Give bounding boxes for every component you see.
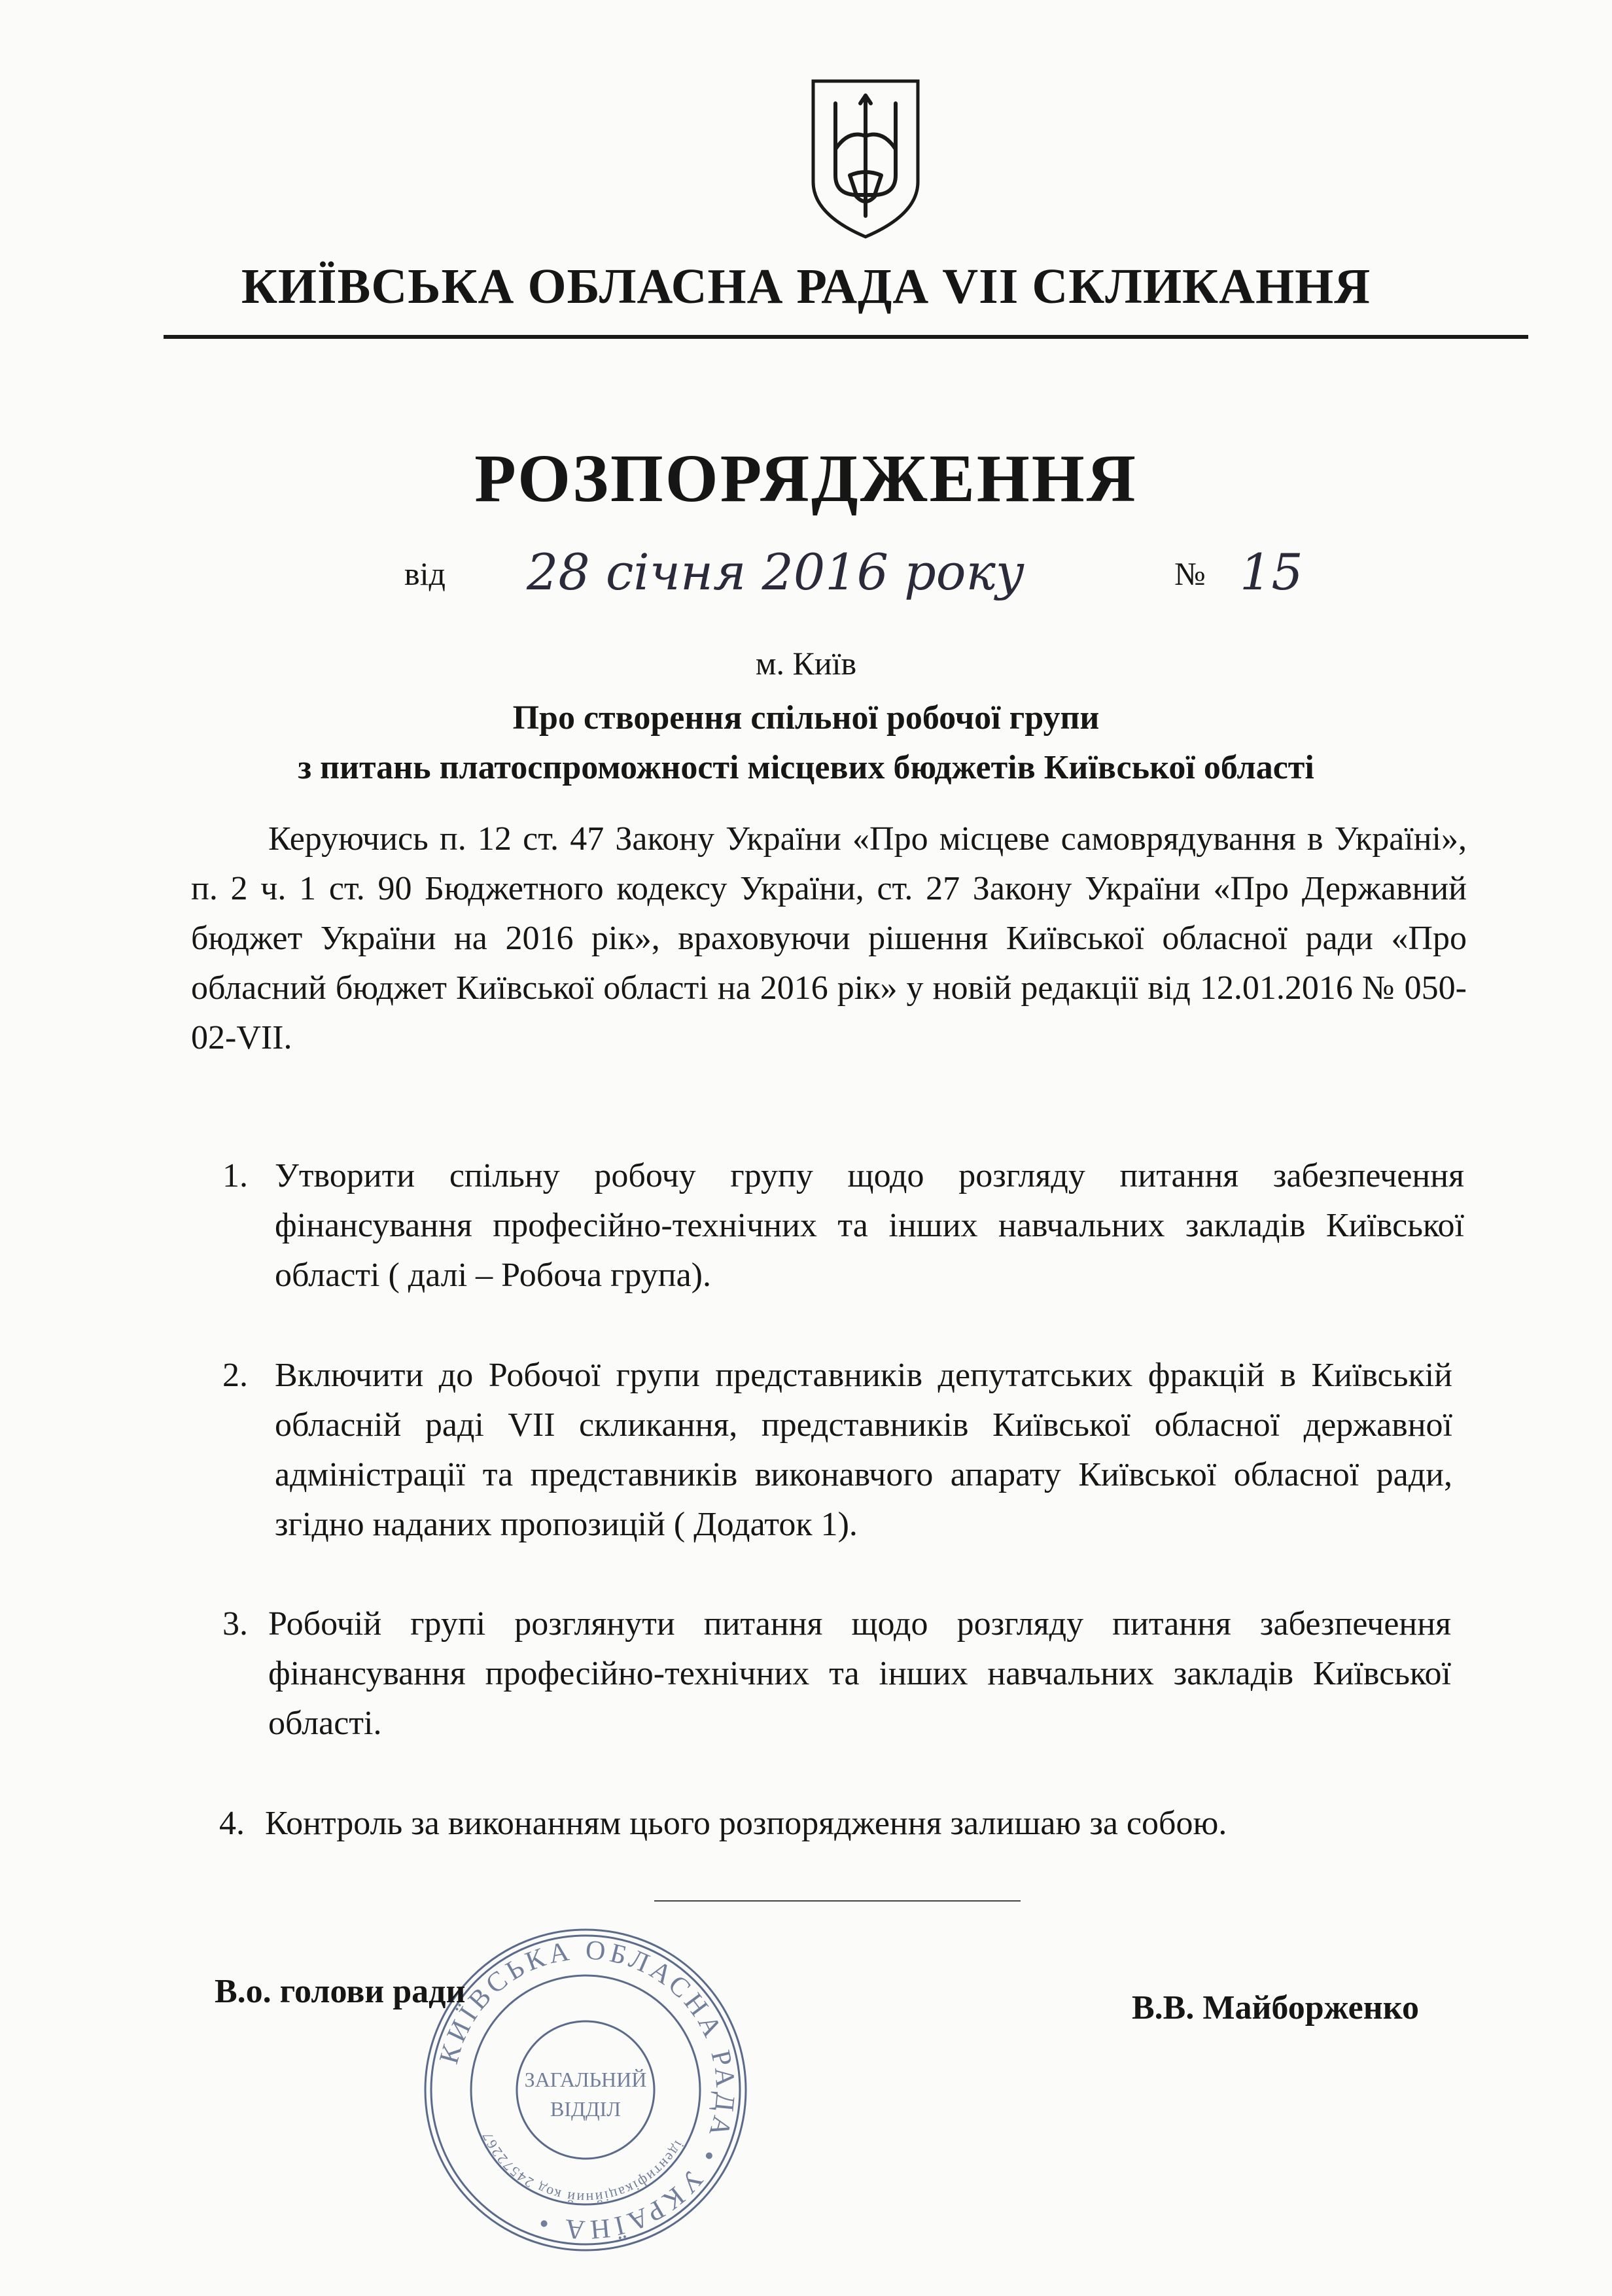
list-item (219, 1799, 1451, 1849)
stamp-center-line-2: ВІДДІЛ (550, 2097, 622, 2121)
item-number: 4. (219, 1805, 245, 1842)
subject-line-1: Про створення спільної робочої групи (512, 699, 1100, 737)
signatory-title: В.о. голови ради (215, 1973, 466, 2010)
signatory-name: В.В. Майборженко (1132, 1989, 1419, 2026)
item-text: Робочій групі розглянути питання щодо розгляду питання забезпечення фінансування професійно-технічних та інших навчальних закладів Київської області. (268, 1605, 1451, 1742)
list-item (222, 1351, 1452, 1550)
item-text: Утворити спільну робочу групу щодо розгляду питання забезпечення фінансування професійно-технічних та інших навчальних закладів Київської області ( далі – Робоча група). (275, 1157, 1464, 1294)
list-item (222, 1151, 1464, 1300)
council-title: КИЇВСЬКА ОБЛАСНА РАДА VII СКЛИКАННЯ (241, 259, 1371, 314)
item-number: 2. (222, 1357, 248, 1394)
item-text: Включити до Робочої групи представників депутатських фракцій в Київській обласній раді VII скликання, представників Київської обласної державної адміністрації та представників виконавчого апарату Київської обласної ради, згідно наданих пропозицій ( Додаток 1). (275, 1357, 1452, 1543)
preamble-paragraph: Керуючись п. 12 ст. 47 Закону України «Про місцеве самоврядування в Україні», п. 2 ч. 1 ст. 90 Бюджетного кодексу України, ст. 27 Закону України «Про Державний бюджет України на 2016 рік», враховуючи рішення Київської обласної ради «Про обласний бюджет Київської області на 2016 рік» у новій редакції від 12.01.2016 № 050-02-VII. (191, 820, 1467, 1056)
official-stamp (415, 1920, 756, 2260)
stamp-outer-text: КИЇВСЬКА ОБЛАСНА РАДА • УКРАЇНА • (434, 1935, 741, 2245)
item-number: 1. (222, 1157, 248, 1194)
trident-icon (809, 77, 922, 241)
item-text: Контроль за виконанням цього розпорядження залишаю за собою. (265, 1805, 1227, 1842)
city-line: м. Київ (755, 645, 857, 682)
document-type-title: РОЗПОРЯДЖЕННЯ (474, 441, 1138, 516)
date-from-label: від (404, 555, 446, 592)
stamp-center-line-1: ЗАГАЛЬНИЙ (524, 2068, 647, 2091)
item-number: 3. (222, 1605, 248, 1643)
document-subject (0, 693, 1612, 793)
subject-line-2: з питань платоспроможності місцевих бюджетів Київської області (298, 749, 1314, 786)
date-number-line (0, 543, 1612, 615)
handwritten-date: 28 січня 2016 року (527, 543, 1025, 601)
stamp-inner-text: ідентифікаційний код 24572267 (478, 2129, 688, 2207)
header-divider (164, 335, 1528, 339)
handwritten-number: 15 (1240, 543, 1303, 601)
signature-line (654, 1900, 1021, 1902)
number-label: № (1174, 555, 1206, 592)
list-item (222, 1599, 1451, 1748)
